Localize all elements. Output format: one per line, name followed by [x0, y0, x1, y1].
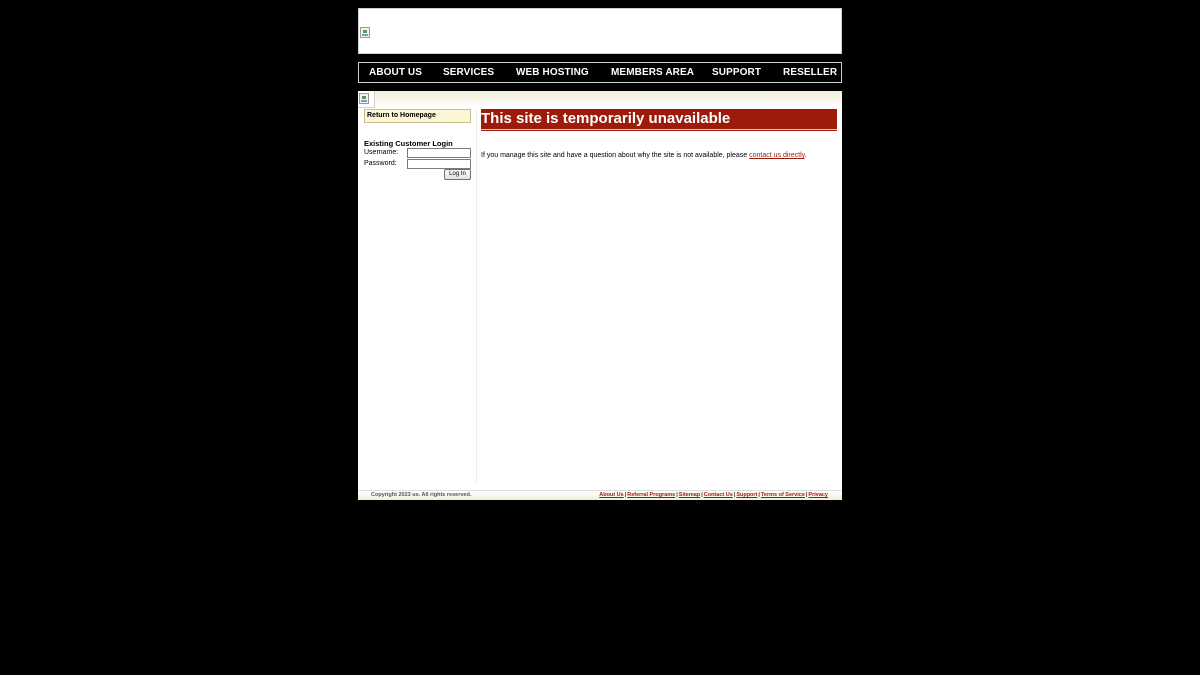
footer-separator: | — [624, 492, 627, 498]
page-container — [358, 8, 842, 500]
footer-link-support[interactable]: Support — [736, 492, 758, 498]
broken-banner-image-icon — [359, 93, 369, 104]
copyright-text: Copyright 2023 us. All rights reserved. — [371, 492, 472, 498]
main-panel — [358, 91, 842, 500]
message-text: If you manage this site and have a question about why the site is not available, please — [481, 152, 750, 159]
nav-about-us[interactable]: ABOUT US — [369, 67, 423, 78]
footer — [358, 490, 842, 500]
username-label: Username: — [364, 149, 399, 156]
top-band — [358, 91, 842, 107]
nav-web-hosting[interactable]: WEB HOSTING — [516, 67, 589, 78]
log-in-button[interactable]: Log In — [444, 169, 471, 180]
nav-services[interactable]: SERVICES — [443, 67, 495, 78]
username-input[interactable] — [407, 148, 471, 158]
sidebar-divider — [476, 109, 477, 482]
footer-link-privacy[interactable]: Privacy — [808, 492, 828, 498]
footer-link-about-us[interactable]: About Us — [599, 492, 624, 498]
password-input[interactable] — [407, 159, 471, 169]
password-label: Password: — [364, 160, 397, 167]
login-title: Existing Customer Login — [364, 139, 453, 148]
main-navigation — [358, 62, 842, 83]
footer-separator: | — [676, 492, 678, 498]
unavailable-title: This site is temporarily unavailable — [481, 109, 837, 131]
broken-logo-image-icon — [360, 27, 370, 38]
footer-separator: | — [733, 492, 736, 498]
footer-separator: | — [758, 492, 760, 498]
footer-link-contact-us[interactable]: Contact Us — [703, 492, 733, 498]
nav-members-area[interactable]: MEMBERS AREA — [611, 67, 695, 78]
top-band-image-cell — [358, 91, 375, 108]
unavailable-message — [481, 152, 807, 159]
footer-separator: | — [701, 492, 703, 498]
footer-link-terms-of-service[interactable]: Terms of Service — [760, 492, 805, 498]
return-to-homepage-link[interactable]: Return to Homepage — [364, 109, 471, 123]
footer-separator: | — [805, 492, 808, 498]
message-suffix: . — [804, 152, 807, 159]
footer-link-referral-programs[interactable]: Referral Programs — [627, 492, 676, 498]
contact-us-link[interactable]: contact us directly — [749, 152, 805, 159]
nav-reseller[interactable]: RESELLER — [783, 67, 838, 78]
footer-links — [599, 491, 828, 500]
site-header — [358, 8, 842, 54]
nav-support[interactable]: SUPPORT — [712, 67, 762, 78]
footer-link-sitemap[interactable]: Sitemap — [678, 492, 701, 498]
